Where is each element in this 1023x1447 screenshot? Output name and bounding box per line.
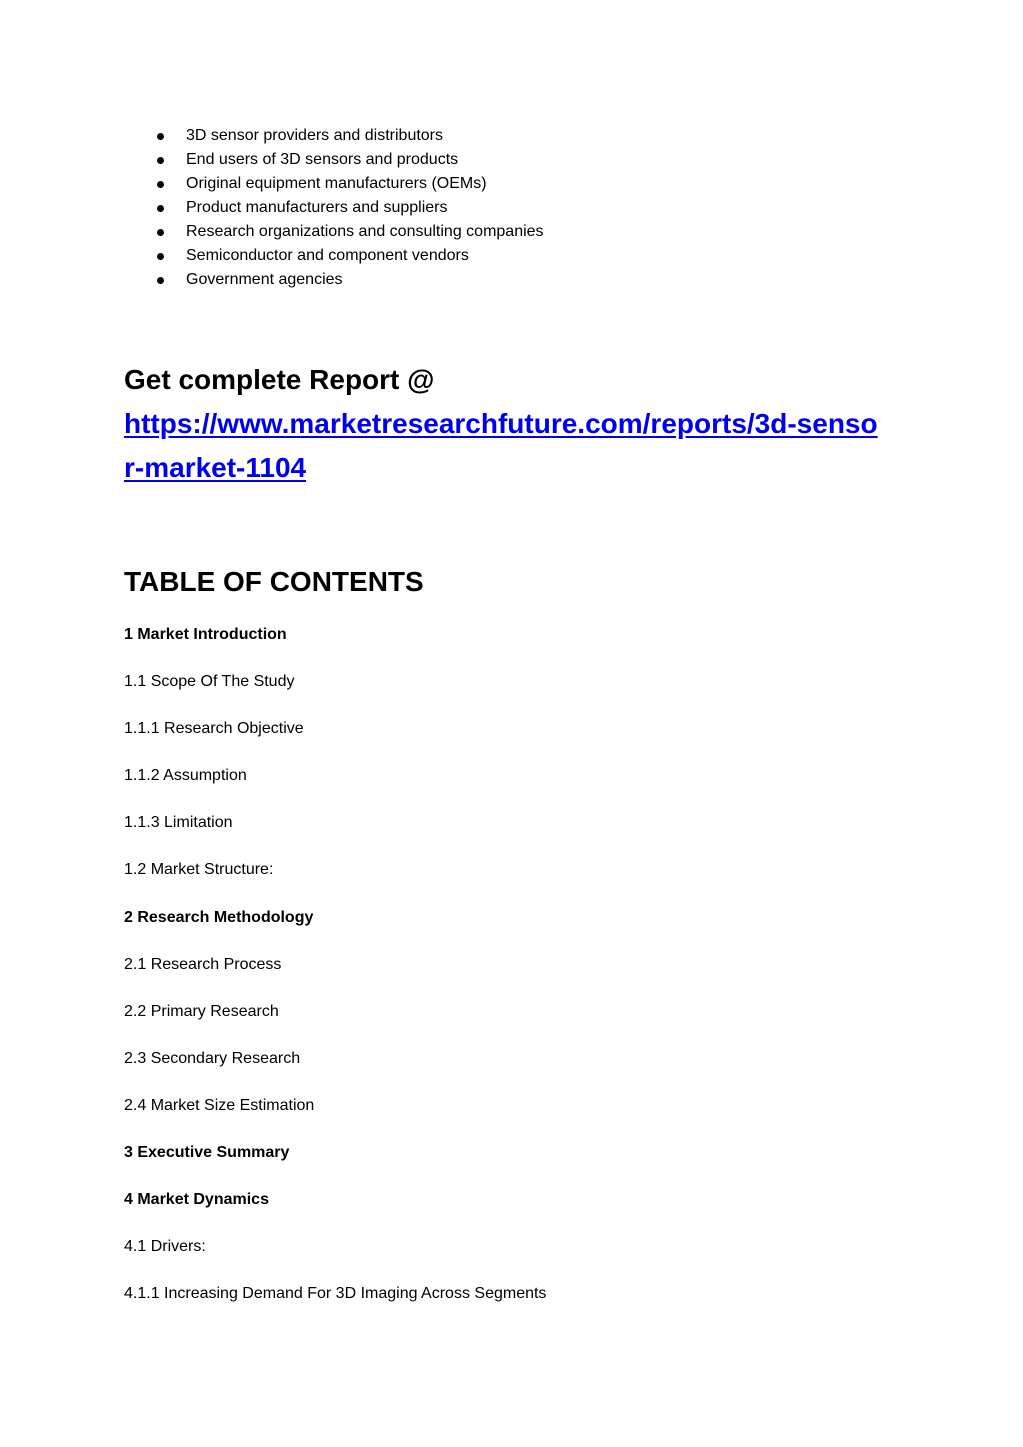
bullet-item xyxy=(124,124,544,148)
bullet-dot-icon xyxy=(157,253,164,260)
bullet-dot-icon xyxy=(157,229,164,236)
toc-title: TABLE OF CONTENTS xyxy=(124,566,424,597)
toc-item: 1.1.3 Limitation xyxy=(124,814,233,832)
bullet-item xyxy=(124,196,544,220)
toc-item: 1 Market Introduction xyxy=(124,626,287,643)
bullet-dot-icon xyxy=(157,205,164,212)
bullet-dot-icon xyxy=(157,181,164,188)
toc-item: 2.3 Secondary Research xyxy=(124,1049,301,1067)
bullet-text: End users of 3D sensors and products xyxy=(186,151,459,168)
toc-item: 2.1 Research Process xyxy=(124,955,282,973)
bullet-text: 3D sensor providers and distributors xyxy=(186,127,444,144)
report-heading xyxy=(124,358,884,490)
toc-item: 3 Executive Summary xyxy=(124,1144,290,1162)
toc-item: 4.1 Drivers: xyxy=(124,1238,206,1256)
bullet-dot-icon xyxy=(157,277,164,284)
toc-item: 1.1.1 Research Objective xyxy=(124,720,304,738)
stakeholder-bullet-list xyxy=(124,124,544,292)
toc-item: 1.1 Scope Of The Study xyxy=(124,673,295,691)
bullet-dot-icon xyxy=(157,157,164,164)
bullet-text: Semiconductor and component vendors xyxy=(186,247,469,264)
report-link[interactable]: https://www.marketresearchfuture.com/reports/3d-sensor-market-1104 xyxy=(124,408,878,483)
bullet-item xyxy=(124,220,544,244)
toc-item: 1.1.2 Assumption xyxy=(124,767,247,785)
bullet-dot-icon xyxy=(157,133,164,140)
bullet-text: Product manufacturers and suppliers xyxy=(186,199,448,216)
toc-item: 2 Research Methodology xyxy=(124,908,314,926)
toc-item: 2.2 Primary Research xyxy=(124,1002,279,1020)
bullet-item xyxy=(124,268,544,292)
bullet-item xyxy=(124,172,544,196)
bullet-item xyxy=(124,148,544,172)
toc-item: 2.4 Market Size Estimation xyxy=(124,1096,315,1114)
bullet-text: Research organizations and consulting companies xyxy=(186,223,544,240)
toc-item: 4.1.1 Increasing Demand For 3D Imaging Across Segments xyxy=(124,1285,547,1303)
report-label: Get complete Report @ xyxy=(124,364,435,395)
bullet-text: Original equipment manufacturers (OEMs) xyxy=(186,175,487,192)
bullet-text: Government agencies xyxy=(186,271,343,288)
toc-list xyxy=(124,623,546,1329)
toc-item: 4 Market Dynamics xyxy=(124,1191,269,1209)
bullet-item xyxy=(124,244,544,268)
toc-item: 1.2 Market Structure: xyxy=(124,861,274,879)
